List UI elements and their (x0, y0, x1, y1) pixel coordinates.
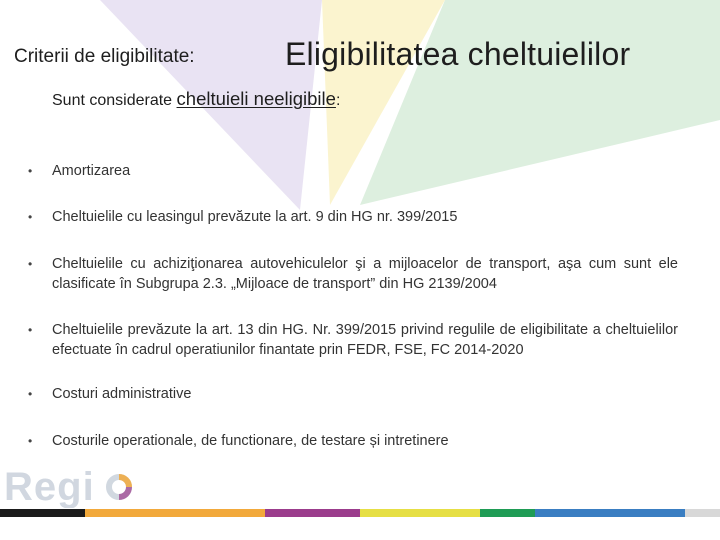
logo-wordmark: Regi (4, 465, 95, 508)
bar-segment (480, 509, 535, 517)
subtitle-emphasis: cheltuieli neeligibile (176, 88, 336, 109)
list-item-text: Cheltuielile cu leasingul prevăzute la art. 9 din HG nr. 399/2015 (52, 209, 458, 225)
slide-header (0, 36, 720, 76)
bullet-icon: • (28, 210, 33, 224)
logo-ring-accent (119, 487, 129, 497)
bar-segment (685, 509, 720, 517)
bullet-icon: • (28, 323, 33, 337)
bullet-icon: • (28, 164, 33, 178)
logo-ring-accent (119, 477, 129, 487)
regio-logo (2, 462, 142, 508)
subtitle-lead: Sunt considerate (52, 92, 177, 109)
list-item-text: Cheltuielile cu achiziţionarea autovehiculelor şi a mijloacelor de transport, aşa cum sunt ele clasificate în Subgrupa 2.3. „Mijloace de transport” din HG 2139/2004 (52, 256, 678, 292)
bar-segment (85, 509, 265, 517)
subtitle (52, 88, 340, 110)
slide-title: Eligibilitatea cheltuielilor (285, 36, 631, 72)
section-label: Criterii de eligibilitate: (14, 46, 195, 67)
brand-color-bar (0, 509, 720, 517)
bullet-icon: • (28, 434, 33, 448)
subtitle-tail: : (335, 92, 341, 109)
bullet-icon: • (28, 387, 33, 401)
bar-segment (265, 509, 360, 517)
bullet-icon: • (28, 257, 33, 271)
list-item-text: Amortizarea (52, 163, 131, 179)
list-item-text: Costurile operationale, de functionare, de testare și intretinere (52, 433, 449, 449)
bar-segment (0, 509, 85, 517)
list-item-text: Cheltuielile prevăzute la art. 13 din HG. Nr. 399/2015 privind regulile de eligibilitate a cheltuielilor efectuate în cadrul operatiunilor finantate prin FEDR, FSE, FC 2014-2020 (52, 322, 678, 358)
bar-segment (360, 509, 480, 517)
list-item-text: Costuri administrative (52, 386, 192, 402)
bar-segment (535, 509, 685, 517)
